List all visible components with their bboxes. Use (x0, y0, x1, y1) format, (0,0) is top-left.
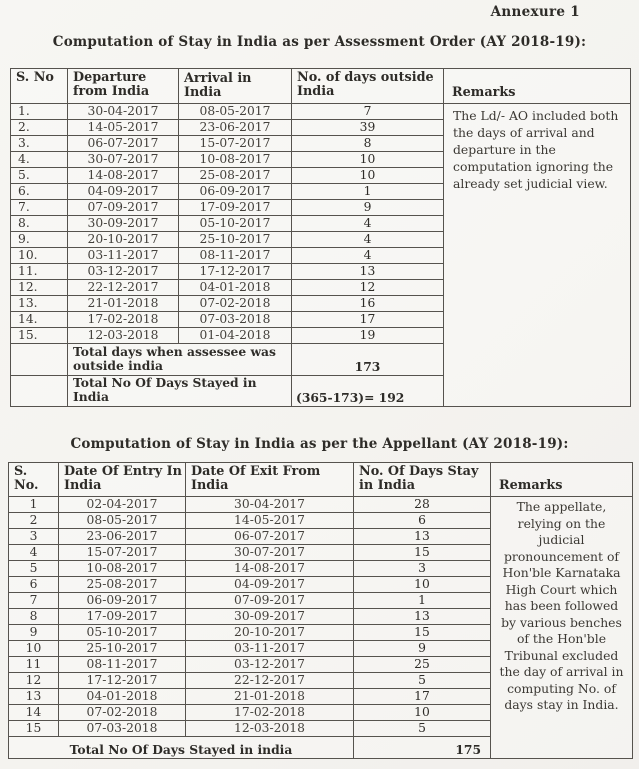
cell-serial-number: 14. (11, 312, 68, 328)
cell-serial-number: 12. (11, 280, 68, 296)
total-stay-label: Total No Of Days Stayed in india (9, 737, 354, 758)
table-row (11, 152, 444, 168)
cell-serial-number: 9. (11, 232, 68, 248)
table-row (9, 513, 491, 529)
cell-days: 10 (354, 577, 491, 593)
appellant-table-grid (9, 463, 491, 758)
cell-days: 39 (292, 120, 444, 136)
cell-serial-number: 11. (11, 264, 68, 280)
cell-serial-number: 2. (11, 120, 68, 136)
cell-date-to: 08-11-2017 (179, 248, 292, 264)
cell-serial-number: 3 (9, 529, 59, 545)
cell-serial-number: 3. (11, 136, 68, 152)
cell-date-from: 22-12-2017 (68, 280, 179, 296)
cell-serial-number: 6. (11, 184, 68, 200)
assessment-table-title: Computation of Stay in India as per Assessment Order (AY 2018-19): (52, 34, 587, 50)
total-stay-value: (365-173)= 192 (292, 376, 444, 406)
header-date-of-entry: Date Of Entry In India (59, 463, 186, 497)
cell-date-from: 05-10-2017 (59, 625, 186, 641)
cell-days: 13 (354, 529, 491, 545)
cell-date-to: 17-12-2017 (179, 264, 292, 280)
cell-days: 9 (292, 200, 444, 216)
table-row (11, 184, 444, 200)
cell-serial-number: 9 (9, 625, 59, 641)
total-days-outside-row (11, 344, 444, 376)
table-row (11, 328, 444, 344)
cell-days: 3 (354, 561, 491, 577)
table-row (9, 497, 491, 513)
table-row (11, 104, 444, 120)
assessment-remarks-text: The Ld/- AO included both the days of arrival and departure in the computation ignoring the already set judicial view. (453, 108, 619, 191)
cell-serial-number: 4 (9, 545, 59, 561)
cell-date-from: 02-04-2017 (59, 497, 186, 513)
empty-cell (11, 344, 68, 376)
table-row (9, 721, 491, 737)
cell-date-from: 07-09-2017 (68, 200, 179, 216)
cell-days: 17 (292, 312, 444, 328)
header-arrival-in-india: Arrival in India (179, 69, 292, 104)
cell-days: 10 (292, 152, 444, 168)
total-stay-label: Total No Of Days Stayed in India (68, 376, 292, 406)
total-days-stayed-row (11, 376, 444, 406)
cell-date-from: 04-09-2017 (68, 184, 179, 200)
header-days-outside-india: No. of days outside India (292, 69, 444, 104)
cell-days: 8 (292, 136, 444, 152)
appellant-header-row (9, 463, 491, 497)
table-row (11, 216, 444, 232)
table-row (11, 120, 444, 136)
cell-serial-number: 11 (9, 657, 59, 673)
table-row (11, 136, 444, 152)
cell-date-to: 04-01-2018 (179, 280, 292, 296)
cell-date-to: 14-08-2017 (186, 561, 354, 577)
cell-date-to: 14-05-2017 (186, 513, 354, 529)
header-departure-from-india: Departure from India (68, 69, 179, 104)
appellant-table-body (9, 497, 491, 737)
cell-days: 7 (292, 104, 444, 120)
cell-date-to: 06-07-2017 (186, 529, 354, 545)
assessment-remarks-column (444, 69, 630, 406)
cell-serial-number: 13 (9, 689, 59, 705)
cell-date-from: 30-09-2017 (68, 216, 179, 232)
cell-date-to: 01-04-2018 (179, 328, 292, 344)
cell-days: 25 (354, 657, 491, 673)
cell-days: 9 (354, 641, 491, 657)
cell-date-from: 17-02-2018 (68, 312, 179, 328)
cell-serial-number: 2 (9, 513, 59, 529)
cell-date-from: 17-09-2017 (59, 609, 186, 625)
cell-days: 16 (292, 296, 444, 312)
cell-date-to: 06-09-2017 (179, 184, 292, 200)
cell-days: 4 (292, 248, 444, 264)
cell-days: 15 (354, 545, 491, 561)
cell-days: 17 (354, 689, 491, 705)
cell-date-to: 22-12-2017 (186, 673, 354, 689)
cell-date-from: 15-07-2017 (59, 545, 186, 561)
cell-date-to: 10-08-2017 (179, 152, 292, 168)
cell-date-to: 03-12-2017 (186, 657, 354, 673)
cell-serial-number: 5 (9, 561, 59, 577)
cell-date-to: 07-03-2018 (179, 312, 292, 328)
cell-date-from: 21-01-2018 (68, 296, 179, 312)
table-row (11, 168, 444, 184)
header-remarks: Remarks (444, 69, 630, 104)
table-row (9, 577, 491, 593)
cell-date-from: 08-05-2017 (59, 513, 186, 529)
cell-days: 10 (354, 705, 491, 721)
cell-serial-number: 7. (11, 200, 68, 216)
table-row (9, 657, 491, 673)
cell-days: 1 (292, 184, 444, 200)
cell-date-to: 30-07-2017 (186, 545, 354, 561)
table-row (9, 529, 491, 545)
cell-date-from: 25-08-2017 (59, 577, 186, 593)
cell-date-from: 06-09-2017 (59, 593, 186, 609)
cell-date-to: 15-07-2017 (179, 136, 292, 152)
cell-date-from: 23-06-2017 (59, 529, 186, 545)
cell-date-to: 23-06-2017 (179, 120, 292, 136)
cell-serial-number: 1. (11, 104, 68, 120)
cell-date-from: 30-07-2017 (68, 152, 179, 168)
appellant-table (8, 462, 633, 759)
header-days-stay-in-india: No. Of Days Stay in India (354, 463, 491, 497)
cell-days: 28 (354, 497, 491, 513)
table-row (11, 296, 444, 312)
cell-date-to: 25-10-2017 (179, 232, 292, 248)
cell-serial-number: 14 (9, 705, 59, 721)
cell-date-from: 10-08-2017 (59, 561, 186, 577)
cell-serial-number: 5. (11, 168, 68, 184)
cell-days: 5 (354, 673, 491, 689)
table-row (9, 673, 491, 689)
table-row (9, 705, 491, 721)
cell-serial-number: 15 (9, 721, 59, 737)
cell-days: 1 (354, 593, 491, 609)
cell-date-to: 25-08-2017 (179, 168, 292, 184)
cell-date-to: 30-04-2017 (186, 497, 354, 513)
header-date-of-exit: Date Of Exit From India (186, 463, 354, 497)
cell-days: 4 (292, 216, 444, 232)
cell-date-from: 03-12-2017 (68, 264, 179, 280)
table-row (9, 625, 491, 641)
cell-days: 19 (292, 328, 444, 344)
cell-days: 15 (354, 625, 491, 641)
cell-days: 4 (292, 232, 444, 248)
table-row (11, 248, 444, 264)
cell-date-to: 03-11-2017 (186, 641, 354, 657)
cell-serial-number: 7 (9, 593, 59, 609)
table-row (9, 545, 491, 561)
cell-date-to: 21-01-2018 (186, 689, 354, 705)
cell-date-from: 07-03-2018 (59, 721, 186, 737)
cell-date-to: 17-02-2018 (186, 705, 354, 721)
total-days-stayed-row (9, 737, 491, 758)
cell-days: 13 (354, 609, 491, 625)
cell-date-from: 07-02-2018 (59, 705, 186, 721)
table-row (11, 312, 444, 328)
assessment-header-row (11, 69, 444, 104)
assessment-order-table-grid (11, 69, 444, 406)
table-row (9, 689, 491, 705)
cell-serial-number: 4. (11, 152, 68, 168)
header-remarks: Remarks (491, 463, 632, 497)
cell-date-from: 06-07-2017 (68, 136, 179, 152)
cell-date-to: 17-09-2017 (179, 200, 292, 216)
cell-date-to: 07-02-2018 (179, 296, 292, 312)
table-row (11, 200, 444, 216)
cell-date-to: 05-10-2017 (179, 216, 292, 232)
appellant-table-title: Computation of Stay in India as per the Appellant (AY 2018-19): (70, 436, 569, 452)
annexure-label: Annexure 1 (490, 4, 580, 20)
cell-date-to: 12-03-2018 (186, 721, 354, 737)
cell-date-from: 14-05-2017 (68, 120, 179, 136)
total-outside-label: Total days when assessee was outside india (68, 344, 292, 376)
cell-days: 5 (354, 721, 491, 737)
cell-date-from: 20-10-2017 (68, 232, 179, 248)
appellant-remarks-column (491, 463, 632, 758)
cell-serial-number: 6 (9, 577, 59, 593)
cell-serial-number: 8. (11, 216, 68, 232)
cell-days: 6 (354, 513, 491, 529)
cell-date-from: 12-03-2018 (68, 328, 179, 344)
cell-date-from: 25-10-2017 (59, 641, 186, 657)
empty-cell (11, 376, 68, 406)
header-serial-number: S. No. (9, 463, 59, 497)
assessment-table-body (11, 104, 444, 344)
assessment-order-table (10, 68, 631, 407)
header-serial-number: S. No (11, 69, 68, 104)
cell-days: 10 (292, 168, 444, 184)
cell-date-from: 04-01-2018 (59, 689, 186, 705)
cell-date-from: 14-08-2017 (68, 168, 179, 184)
cell-date-to: 20-10-2017 (186, 625, 354, 641)
cell-days: 13 (292, 264, 444, 280)
cell-serial-number: 10. (11, 248, 68, 264)
cell-date-from: 17-12-2017 (59, 673, 186, 689)
table-row (9, 609, 491, 625)
table-row (9, 593, 491, 609)
table-row (11, 280, 444, 296)
table-row (9, 561, 491, 577)
cell-date-from: 03-11-2017 (68, 248, 179, 264)
cell-serial-number: 15. (11, 328, 68, 344)
appellant-remarks-text: The appellate, relying on the judicial pronouncement of Hon'ble Karnataka High Court which has been followed by various benches of the Hon'ble Tribunal excluded the day of arrival in computing No. of days stay in India. (499, 499, 624, 712)
cell-days: 12 (292, 280, 444, 296)
cell-date-from: 30-04-2017 (68, 104, 179, 120)
cell-serial-number: 13. (11, 296, 68, 312)
cell-serial-number: 12 (9, 673, 59, 689)
cell-date-to: 30-09-2017 (186, 609, 354, 625)
cell-date-to: 08-05-2017 (179, 104, 292, 120)
cell-serial-number: 8 (9, 609, 59, 625)
total-stay-value: 175 (354, 737, 491, 758)
cell-date-from: 08-11-2017 (59, 657, 186, 673)
cell-serial-number: 10 (9, 641, 59, 657)
cell-serial-number: 1 (9, 497, 59, 513)
table-row (11, 232, 444, 248)
cell-date-to: 07-09-2017 (186, 593, 354, 609)
total-outside-value: 173 (292, 344, 444, 376)
table-row (11, 264, 444, 280)
cell-date-to: 04-09-2017 (186, 577, 354, 593)
table-row (9, 641, 491, 657)
